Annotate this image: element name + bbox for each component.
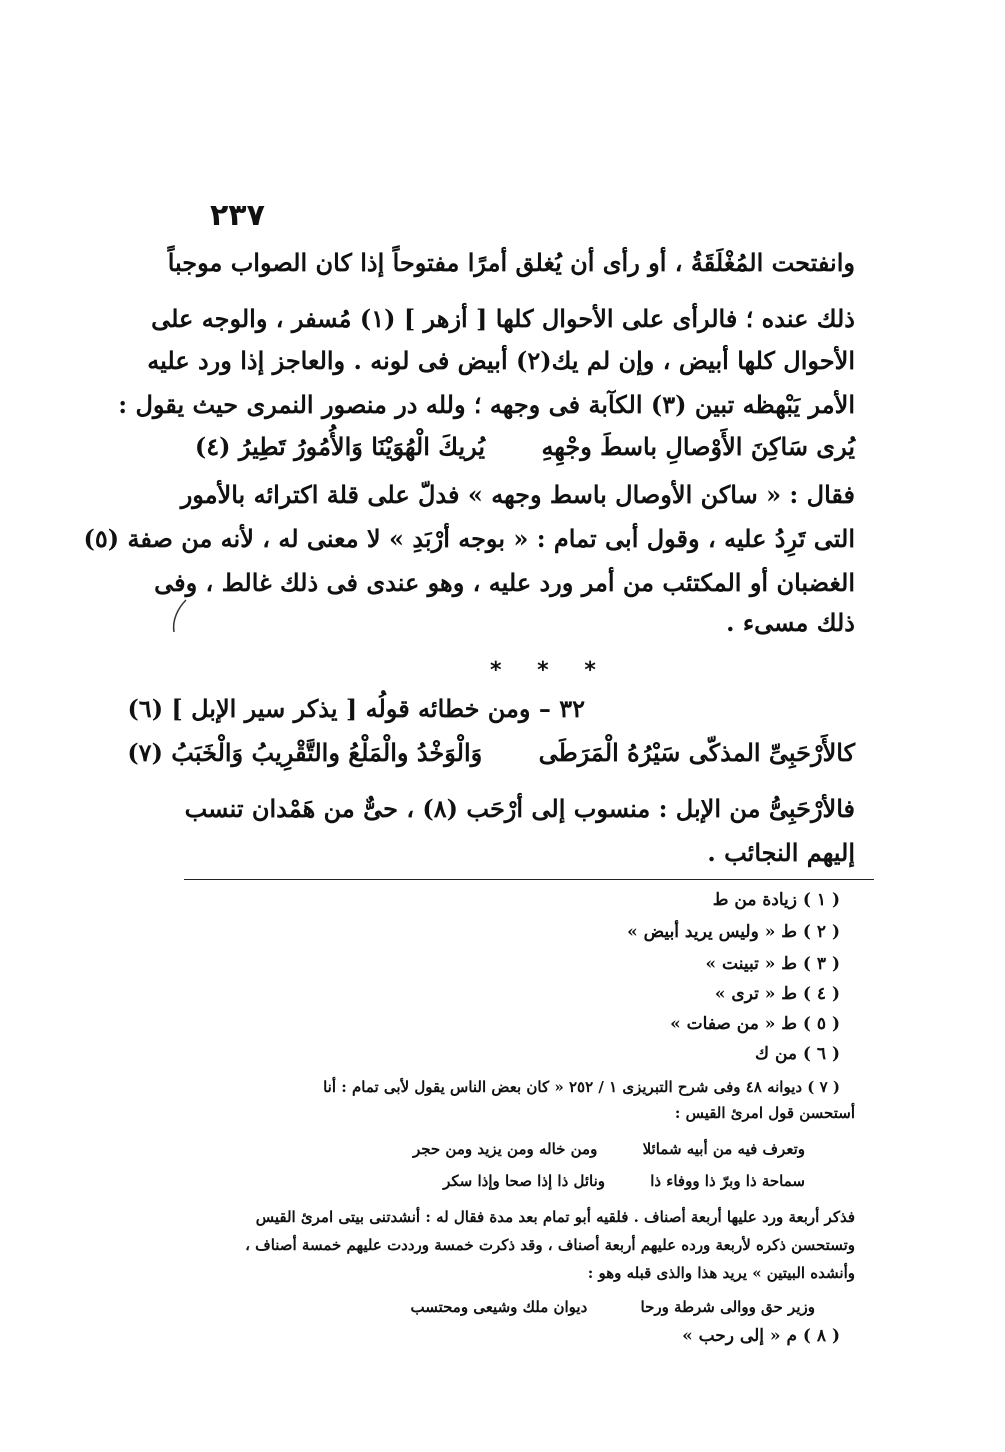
body-line: فقال : « ساكن الأوصال باسط وجهه » فدلّ على قلة اكترائه بالأمور (180, 480, 855, 509)
footnote-poem-line (410, 1298, 815, 1316)
footnote-prose: وأنشده البيتين » يريد هذا والذى قبله وهو : (587, 1264, 855, 1282)
footnote-poem-line (413, 1140, 805, 1158)
section-separator: * * * (490, 658, 610, 683)
margin-mark-icon (168, 598, 190, 634)
footnote: ( ٣ ) ط « تبينت » (705, 954, 840, 974)
body-line: ذلك عنده ؛ فالرأى على الأحوال كلها [ أزهر ] (١) مُسفر ، والوجه على (151, 304, 855, 333)
section-verse (127, 738, 855, 767)
footnote: ( ٢ ) ط « وليس يريد أبيض » (627, 922, 840, 942)
footnote-prose: وتستحسن ذكره لأربعة ورده عليهم أربعة أصناف ، وقد ذكرت خمسة ورددت عليهم خمسة أصناف ، (245, 1236, 855, 1254)
footnote: ( ٦ ) من ك (755, 1044, 840, 1064)
footnote: ( ٧ ) ديوانه ٤٨ وفى شرح التبريزى ١ / ٢٥٢ « كان بعض الناس يقول لأبى تمام : أنا (323, 1078, 840, 1096)
verse-first-hemistich: كالأَرْحَبِىِّ المذكّى سَيْرُهُ الْمَرَطَى (538, 738, 855, 767)
footnote: ( ٥ ) ط « من صفات » (670, 1014, 840, 1034)
body-line: الأمر يَبْهظه تبين (٣) الكآبة فى وجهه ؛ ولله در منصور النمرى حيث يقول : (118, 390, 855, 419)
footnote: ( ٤ ) ط « ترى » (714, 984, 840, 1004)
footnote-poem-line (443, 1172, 805, 1190)
footnote-prose: فذكر أربعة ورد عليها أربعة أصناف . فلقيه أبو تمام بعد مدة فقال له : أنشدتنى بيتى امرئ القيس (255, 1208, 855, 1226)
body-line: إليهم النجائب . (707, 838, 855, 867)
poem-hemistich: وتعرف فيه من أبيه شمائلا (642, 1140, 805, 1158)
poem-hemistich: سماحة ذا وبرّ ذا ووفاء ذا (650, 1172, 805, 1190)
footnote-divider (184, 879, 874, 880)
body-line: فالأرْحَبِىُّ من الإبل : منسوب إلى أرْحَب (٨) ، حىٌّ من هَمْدان تنسب (184, 794, 855, 823)
body-line: التى تَرِدُ عليه ، وقول أبى تمام : « بوجه أرْبَدِ » لا معنى له ، لأنه من صفة (٥) (83, 524, 855, 553)
section-heading: ٣٢ – ومن خطائه قولُه [ يذكر سير الإبل ] (٦) (127, 694, 585, 723)
verse (195, 432, 855, 461)
page-number: ٢٣٧ (210, 198, 265, 233)
footnote: ( ٨ ) م « إلى رحب » (682, 1326, 840, 1346)
body-line: وانفتحت المُغْلَقَةُ ، أو رأى أن يُغلق أمرًا مفتوحاً إذا كان الصواب موجباً (167, 248, 855, 277)
verse-second-hemistich: وَالْوَخْدُ والْمَلْعُ والتَّقْرِيبُ وَالْخَبَبُ (٧) (127, 738, 483, 767)
poem-hemistich: ديوان ملك وشيعى ومحتسب (410, 1298, 588, 1316)
body-line: ذلك مسىء . (726, 608, 855, 637)
footnote: ( ١ ) زيادة من ط (712, 890, 840, 910)
poem-hemistich: ونائل ذا إذا صحا وإذا سكر (443, 1172, 605, 1190)
verse-first-hemistich: يُرى سَاكِنَ الأَوْصالِ باسطَ وجْهِهِ (541, 432, 855, 461)
footnote-continuation: أستحسن قول امرئ القيس : (674, 1104, 855, 1122)
verse-second-hemistich: يُريكَ الْهُوَيْنَا وَالأُمُورُ تَطِيرُ (٤) (194, 432, 486, 461)
poem-hemistich: ومن خاله ومن يزيد ومن حجر (412, 1140, 598, 1158)
body-line: الغضبان أو المكتئب من أمر ورد عليه ، وهو عندى فى ذلك غالط ، وفى (154, 568, 855, 597)
body-line: الأحوال كلها أبيض ، وإن لم يك(٢) أبيض فى لونه . والعاجز إذا ورد عليه (147, 346, 855, 375)
poem-hemistich: وزير حق ووالى شرطة ورحا (640, 1298, 815, 1316)
